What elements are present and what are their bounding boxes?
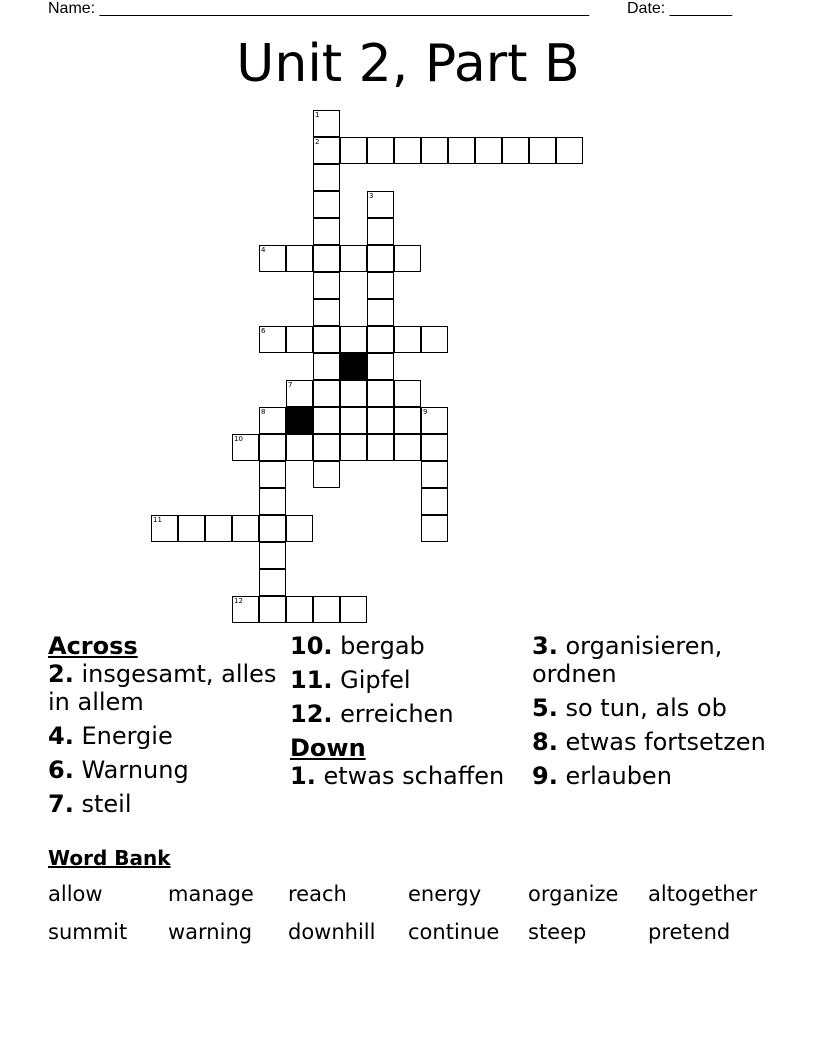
word-bank-title: Word Bank xyxy=(48,846,171,870)
crossword-cell[interactable] xyxy=(286,326,313,353)
crossword-cell[interactable] xyxy=(340,407,367,434)
clue-number: 8. xyxy=(532,728,558,756)
crossword-cell[interactable] xyxy=(367,326,394,353)
crossword-cell[interactable] xyxy=(394,245,421,272)
clue-number: 4. xyxy=(48,722,74,750)
crossword-cell[interactable] xyxy=(421,407,448,434)
crossword-cell[interactable] xyxy=(367,407,394,434)
crossword-cell[interactable] xyxy=(367,191,394,218)
crossword-cell[interactable] xyxy=(340,137,367,164)
clue-number: 7. xyxy=(48,790,74,818)
crossword-cell[interactable] xyxy=(475,137,502,164)
crossword-cell[interactable] xyxy=(313,191,340,218)
crossword-cell[interactable] xyxy=(313,164,340,191)
crossword-cell[interactable] xyxy=(421,488,448,515)
crossword-cell[interactable] xyxy=(367,380,394,407)
clues-column-2 xyxy=(290,632,520,796)
clue-text: steil xyxy=(81,790,132,818)
cell-number: 8 xyxy=(261,408,266,416)
clue-down-9 xyxy=(532,762,772,790)
crossword-cell[interactable] xyxy=(502,137,529,164)
crossword-cell[interactable] xyxy=(340,326,367,353)
cell-number: 11 xyxy=(153,516,162,524)
clues-column-3 xyxy=(532,632,772,796)
crossword-cell[interactable] xyxy=(394,434,421,461)
word-bank-word: continue xyxy=(408,920,500,944)
crossword-cell[interactable] xyxy=(259,515,286,542)
crossword-cell[interactable] xyxy=(448,137,475,164)
word-bank-word: downhill xyxy=(288,920,376,944)
crossword-cell[interactable] xyxy=(286,596,313,623)
clue-text: etwas fortsetzen xyxy=(565,728,766,756)
crossword-cell[interactable] xyxy=(259,461,286,488)
cell-number: 4 xyxy=(261,246,266,254)
crossword-cell[interactable] xyxy=(313,272,340,299)
crossword-cell[interactable] xyxy=(286,245,313,272)
clue-text: organisieren, ordnen xyxy=(532,632,723,688)
clue-text: insgesamt, alles in allem xyxy=(48,660,277,716)
clue-across-11 xyxy=(290,666,520,694)
clue-number: 5. xyxy=(532,694,558,722)
clue-across-12 xyxy=(290,700,520,728)
crossword-cell[interactable] xyxy=(340,434,367,461)
crossword-cell[interactable] xyxy=(394,326,421,353)
clues-column-1 xyxy=(48,632,278,824)
crossword-cell[interactable] xyxy=(259,326,286,353)
crossword-cell[interactable] xyxy=(259,542,286,569)
word-bank-word: organize xyxy=(528,882,619,906)
word-bank-word: altogether xyxy=(648,882,758,906)
clue-number: 10. xyxy=(290,632,333,660)
word-bank-word: allow xyxy=(48,882,103,906)
crossword-cell[interactable] xyxy=(313,596,340,623)
crossword-cell[interactable] xyxy=(205,515,232,542)
crossword-cell[interactable] xyxy=(259,596,286,623)
word-bank-word: steep xyxy=(528,920,587,944)
clue-number: 6. xyxy=(48,756,74,784)
crossword-cell[interactable] xyxy=(313,299,340,326)
crossword-cell[interactable] xyxy=(367,299,394,326)
clue-across-10 xyxy=(290,632,520,660)
crossword-cell[interactable] xyxy=(421,461,448,488)
crossword-cell[interactable] xyxy=(286,515,313,542)
date-field-label: Date: _______ xyxy=(627,0,732,17)
clue-across-2 xyxy=(48,660,278,716)
clue-number: 9. xyxy=(532,762,558,790)
clue-across-6 xyxy=(48,756,278,784)
crossword-block xyxy=(340,353,367,380)
clue-number: 2. xyxy=(48,660,74,688)
cell-number: 3 xyxy=(369,192,374,200)
page-title: Unit 2, Part B xyxy=(236,34,580,94)
crossword-cell[interactable] xyxy=(313,461,340,488)
crossword-cell[interactable] xyxy=(232,515,259,542)
crossword-cell[interactable] xyxy=(421,515,448,542)
clue-number: 12. xyxy=(290,700,333,728)
cell-number: 7 xyxy=(288,381,293,389)
clue-text: erreichen xyxy=(340,700,454,728)
crossword-cell[interactable] xyxy=(313,326,340,353)
clue-text: erlauben xyxy=(565,762,672,790)
clue-text: Energie xyxy=(81,722,173,750)
clue-number: 11. xyxy=(290,666,333,694)
crossword-cell[interactable] xyxy=(286,434,313,461)
word-bank-word: energy xyxy=(408,882,482,906)
crossword-cell[interactable] xyxy=(286,380,313,407)
clue-down-3 xyxy=(532,632,772,688)
word-bank-word: pretend xyxy=(648,920,731,944)
crossword-cell[interactable] xyxy=(259,569,286,596)
crossword-cell[interactable] xyxy=(313,434,340,461)
crossword-cell[interactable] xyxy=(313,353,340,380)
cell-number: 12 xyxy=(234,597,243,605)
clue-text: Gipfel xyxy=(340,666,411,694)
name-field-label: Name: _______________________________________________________ xyxy=(48,0,589,17)
crossword-cell[interactable] xyxy=(313,137,340,164)
crossword-cell[interactable] xyxy=(340,380,367,407)
clue-text: so tun, als ob xyxy=(565,694,727,722)
cell-number: 9 xyxy=(423,408,428,416)
crossword-cell[interactable] xyxy=(421,434,448,461)
crossword-cell[interactable] xyxy=(232,434,259,461)
word-bank-word: reach xyxy=(288,882,347,906)
clue-text: etwas schaffen xyxy=(323,762,505,790)
crossword-cell[interactable] xyxy=(367,218,394,245)
crossword-cell[interactable] xyxy=(340,245,367,272)
cell-number: 10 xyxy=(234,435,243,443)
word-bank-word: warning xyxy=(168,920,253,944)
cell-number: 2 xyxy=(315,138,320,146)
crossword-cell[interactable] xyxy=(259,407,286,434)
across-heading: Across xyxy=(48,632,138,660)
crossword-cell[interactable] xyxy=(367,245,394,272)
clue-across-7 xyxy=(48,790,278,818)
crossword-block xyxy=(286,407,313,434)
clue-down-5 xyxy=(532,694,772,722)
crossword-cell[interactable] xyxy=(421,137,448,164)
clue-text: Warnung xyxy=(81,756,189,784)
crossword-cell[interactable] xyxy=(178,515,205,542)
word-bank-word: manage xyxy=(168,882,254,906)
cell-number: 6 xyxy=(261,327,266,335)
down-heading: Down xyxy=(290,734,366,762)
crossword-cell[interactable] xyxy=(367,137,394,164)
crossword-cell[interactable] xyxy=(421,326,448,353)
clue-across-4 xyxy=(48,722,278,750)
crossword-cell[interactable] xyxy=(259,434,286,461)
crossword-cell[interactable] xyxy=(151,515,178,542)
crossword-cell[interactable] xyxy=(556,137,583,164)
crossword-cell[interactable] xyxy=(367,353,394,380)
crossword-cell[interactable] xyxy=(313,218,340,245)
crossword-cell[interactable] xyxy=(394,380,421,407)
crossword-cell[interactable] xyxy=(394,137,421,164)
crossword-cell[interactable] xyxy=(367,272,394,299)
clue-number: 1. xyxy=(290,762,316,790)
clue-down-8 xyxy=(532,728,772,756)
crossword-cell[interactable] xyxy=(529,137,556,164)
clue-down-1 xyxy=(290,762,520,790)
clue-text: bergab xyxy=(340,632,425,660)
crossword-cell[interactable] xyxy=(313,245,340,272)
clue-number: 3. xyxy=(532,632,558,660)
word-bank-word: summit xyxy=(48,920,128,944)
crossword-cell[interactable] xyxy=(259,488,286,515)
crossword-cell[interactable] xyxy=(313,407,340,434)
crossword-cell[interactable] xyxy=(313,110,340,137)
crossword-cell[interactable] xyxy=(259,245,286,272)
crossword-cell[interactable] xyxy=(340,596,367,623)
crossword-cell[interactable] xyxy=(394,407,421,434)
crossword-cell[interactable] xyxy=(367,434,394,461)
crossword-cell[interactable] xyxy=(232,596,259,623)
crossword-cell[interactable] xyxy=(313,380,340,407)
cell-number: 1 xyxy=(315,111,320,119)
